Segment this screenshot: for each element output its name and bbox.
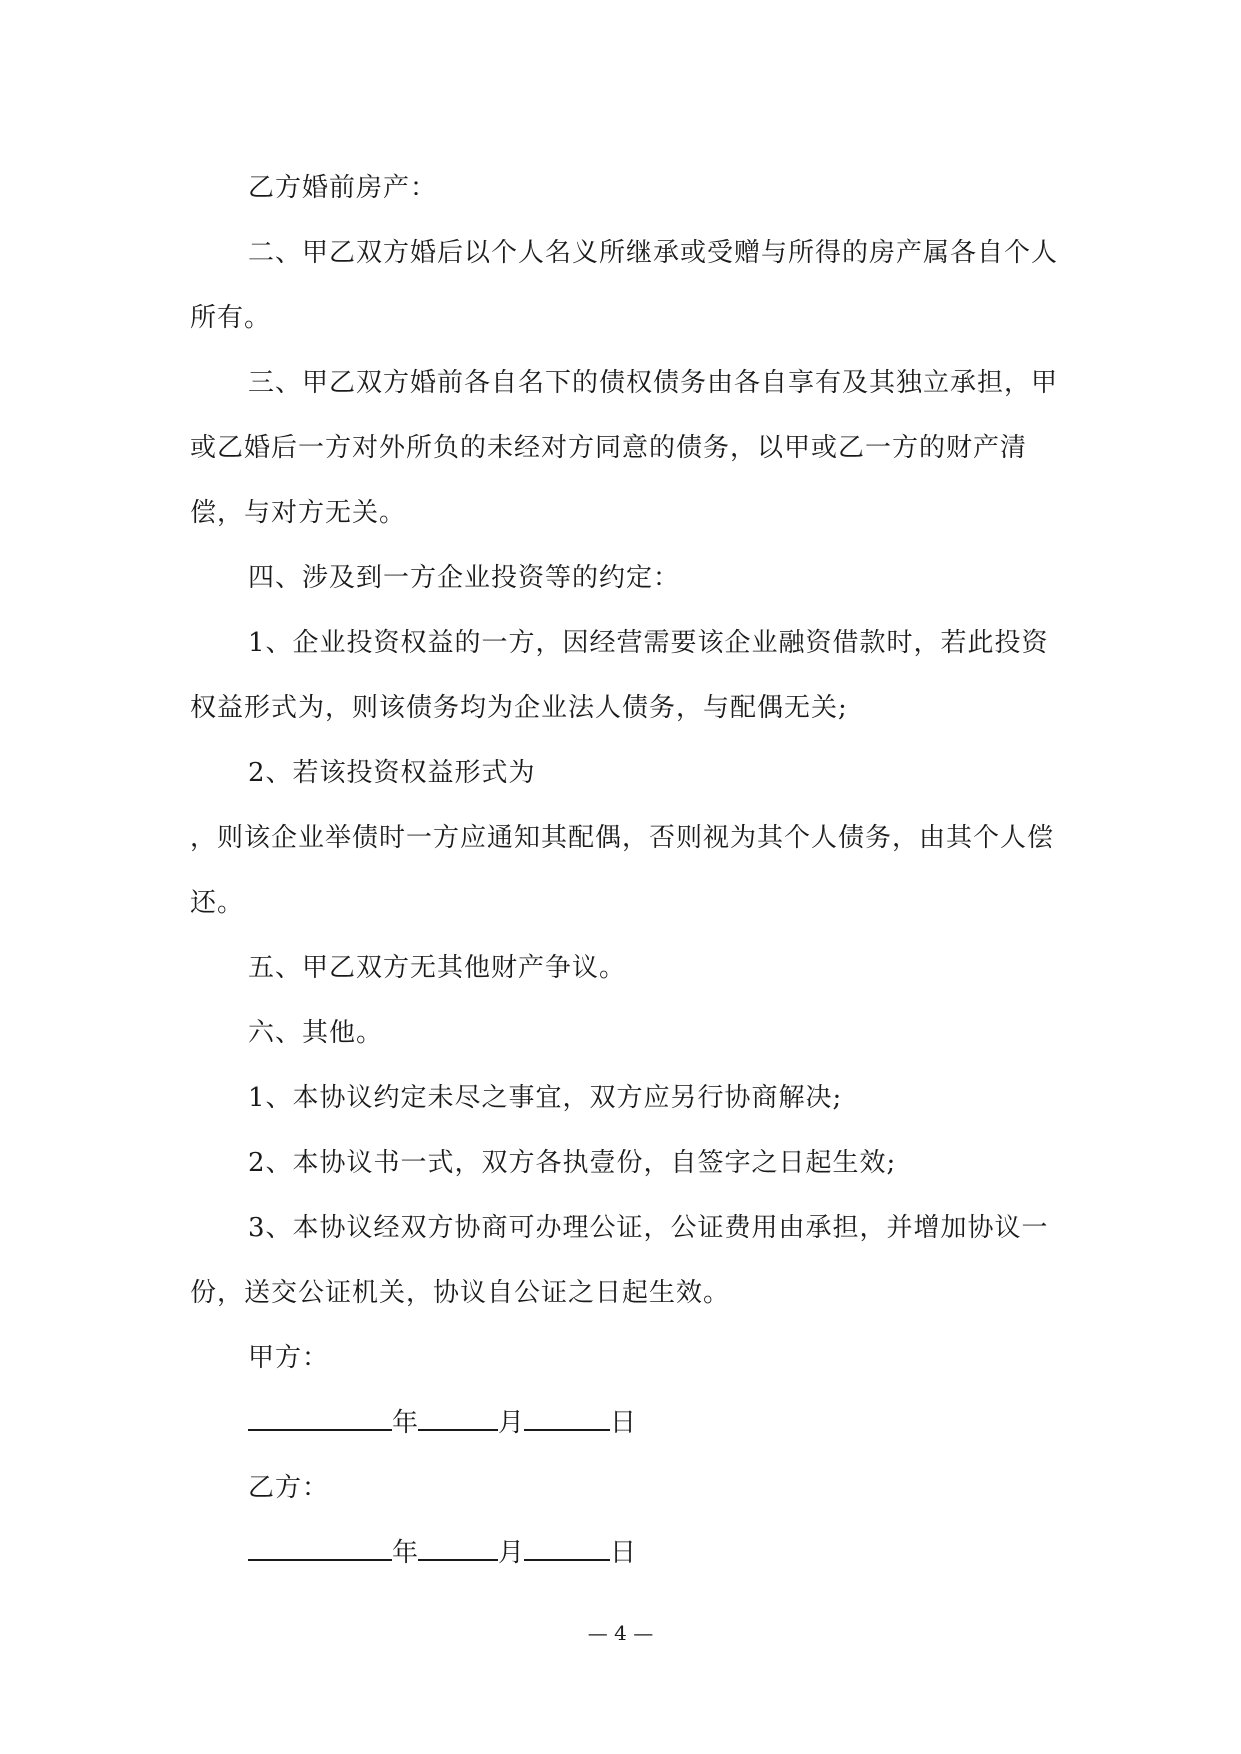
month-label: 月: [498, 1538, 525, 1568]
clause-6-item-1: 1、本协议约定未尽之事宜，双方应另行协商解决;: [248, 1083, 843, 1113]
party-b-date-line: [190, 1521, 1058, 1586]
year-label: 年: [392, 1408, 419, 1438]
paragraph-party-b-premarital-property: 乙方婚前房产：: [248, 173, 438, 203]
party-b-year-blank[interactable]: [248, 1535, 392, 1561]
day-label: 日: [610, 1408, 637, 1438]
party-a-date-line: [190, 1391, 1058, 1456]
month-label: 月: [498, 1408, 525, 1438]
party-a-month-blank[interactable]: [418, 1405, 498, 1431]
party-a-signature-label: 甲方：: [248, 1343, 330, 1373]
clause-4-item-2-continued: ，则该企业举债时一方应通知其配偶，否则视为其个人债务，由其个人偿还。: [190, 823, 1055, 918]
clause-6-item-2: 2、本协议书一式，双方各执壹份，自签字之日起生效;: [248, 1148, 897, 1178]
party-b-signature-label: 乙方：: [248, 1473, 330, 1503]
clause-2-inherited-property: 二、甲乙双方婚后以个人名义所继承或受赠与所得的房产属各自个人所有。: [190, 238, 1059, 333]
party-a-year-blank[interactable]: [248, 1405, 392, 1431]
clause-4-investment: 四、涉及到一方企业投资等的约定：: [248, 563, 681, 593]
year-label: 年: [392, 1538, 419, 1568]
clause-4-item-1: 1、企业投资权益的一方，因经营需要该企业融资借款时，若此投资权益形式为，则该债务均为企业法人债务，与配偶无关;: [190, 628, 1049, 723]
day-label: 日: [610, 1538, 637, 1568]
clause-6-item-3: 3、本协议经双方协商可办理公证，公证费用由承担，并增加协议一份，送交公证机关，协议自公证之日起生效。: [190, 1213, 1049, 1308]
party-a-day-blank[interactable]: [524, 1405, 610, 1431]
clause-5-no-dispute: 五、甲乙双方无其他财产争议。: [248, 953, 627, 983]
clause-6-other: 六、其他。: [248, 1018, 384, 1048]
document-body: [190, 156, 1058, 1586]
clause-4-item-2: 2、若该投资权益形式为: [248, 758, 536, 788]
party-b-month-blank[interactable]: [418, 1535, 498, 1561]
clause-3-debts: 三、甲乙双方婚前各自名下的债权债务由各自享有及其独立承担，甲或乙婚后一方对外所负的未经对方同意的债务，以甲或乙一方的财产清偿，与对方无关。: [190, 368, 1059, 528]
party-b-day-blank[interactable]: [524, 1535, 610, 1561]
page-number: — 4 —: [587, 1621, 654, 1645]
